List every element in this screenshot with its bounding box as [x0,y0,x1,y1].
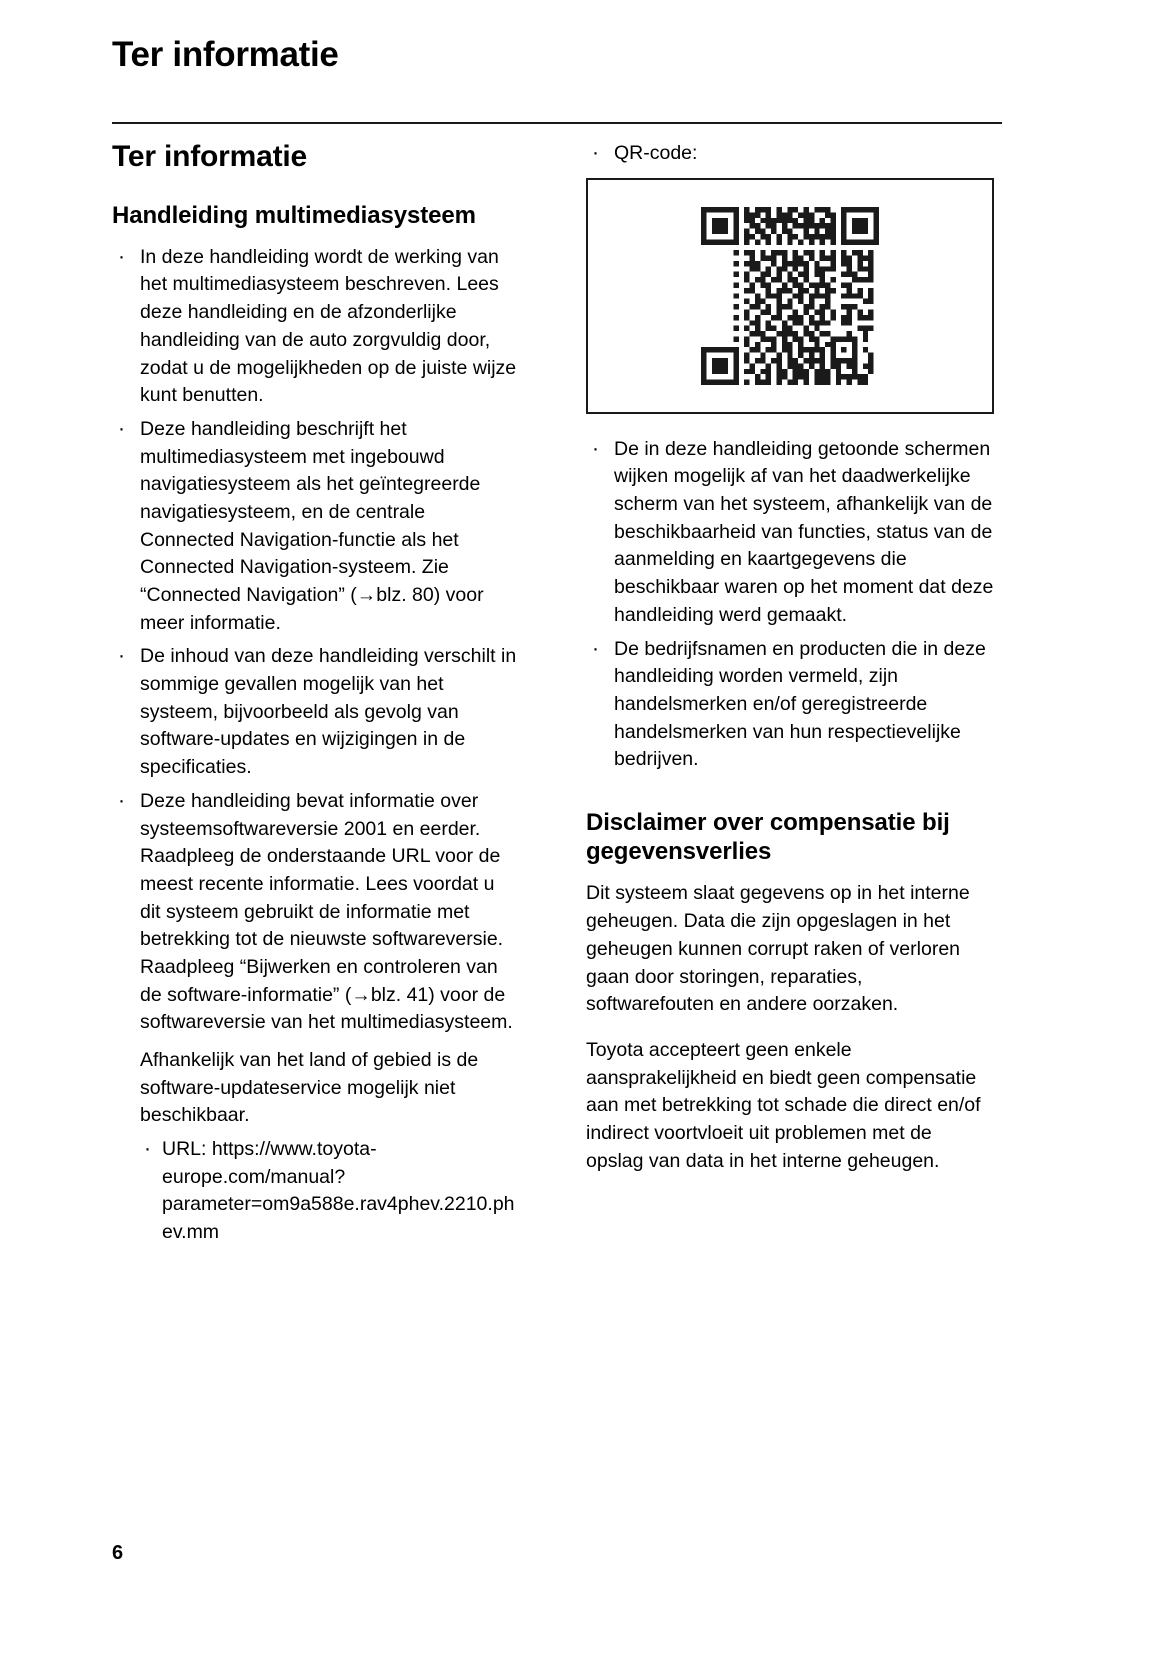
qr-code-box [586,178,994,414]
list-item-text: Deze handleiding bevat informatie over systeemsoftwareversie 2001 en eerder. Raadpleeg de onderstaande URL voor de meest recente informatie. Lees voordat u dit systeem gebruikt de informatie met betrekking tot de nieuwste softwareversie. Raadpleeg “Bijwerken en controleren van de software-informatie” (→blz. 41) voor de softwareversie van het multimediasysteem. [140,789,513,1034]
qr-code-label: · QR-code: [586,140,994,168]
running-header-title: Ter informatie [112,35,339,74]
paragraph: Toyota accepteert geen enkele aansprakelijkheid en biedt geen compensatie aan met betrekking tot schade die direct en/of indirect voortvloeit uit problemen met de opslag van data in het interne geheugen. [586,1038,981,1172]
right-column [586,140,994,1193]
url-sub-list [140,1136,520,1247]
list-item-url: · URL: https://www.toyota-europe.com/manual?parameter=om9a588e.rav4phev.2210.phev.mm [140,1136,520,1247]
list-item: · De in deze handleiding getoonde schermen wijken mogelijk af van het daadwerkelijke scherm van het systeem, afhankelijk van de beschikbaarheid van functies, status van de aanmelding en kaartgegevens die beschikbaar waren op het moment dat deze handleiding werd gemaakt. [586,436,994,630]
list-item [112,788,520,1247]
header-rule [112,122,1002,124]
list-item: · In deze handleiding wordt de werking van het multimediasysteem beschreven. Lees deze handleiding en de afzonderlijke handleiding van de auto zorgvuldig door, zodat u de mogelijkheden op de juiste wijze kunt benutten. [112,244,520,410]
running-header [112,36,1002,75]
list-item: · Deze handleiding beschrijft het multimediasysteem met ingebouwd navigatiesysteem als het geïntegreerde navigatiesysteem, en de centrale Connected Navigation-functie als het Connected Navigation-systeem. Zie “Connected Navigation” (→blz. 80) voor meer informatie. [112,416,520,638]
list-item-continuation: Afhankelijk van het land of gebied is de software-updateservice mogelijk niet beschikbaar. [140,1049,479,1127]
right-bullet-list [586,436,994,774]
list-item: · De bedrijfsnamen en producten die in deze handleiding worden vermeld, zijn handelsmerken en/of geregistreerde handelsmerken van hun respectievelijke bedrijven. [586,636,994,774]
page-number: 6 [112,1542,124,1564]
list-item: · De inhoud van deze handleiding verschilt in sommige gevallen mogelijk van het systeem, bijvoorbeeld als gevolg van software-updates en wijzigingen in de specificaties. [112,643,520,781]
left-bullet-list [112,244,520,1247]
subsection-title-disclaimer: Disclaimer over compensatie bij gegevensverlies [586,808,950,866]
section-title: Ter informatie [112,140,308,173]
paragraph: Dit systeem slaat gegevens op in het interne geheugen. Data die zijn opgeslagen in het geheugen kunnen corrupt raken of verloren gaan door storingen, reparaties, softwarefouten en andere oorzaken. [586,882,970,1016]
subsection-title-handleiding: Handleiding multimediasysteem [112,201,476,229]
qr-code-icon [701,207,879,385]
left-column [112,140,520,1253]
